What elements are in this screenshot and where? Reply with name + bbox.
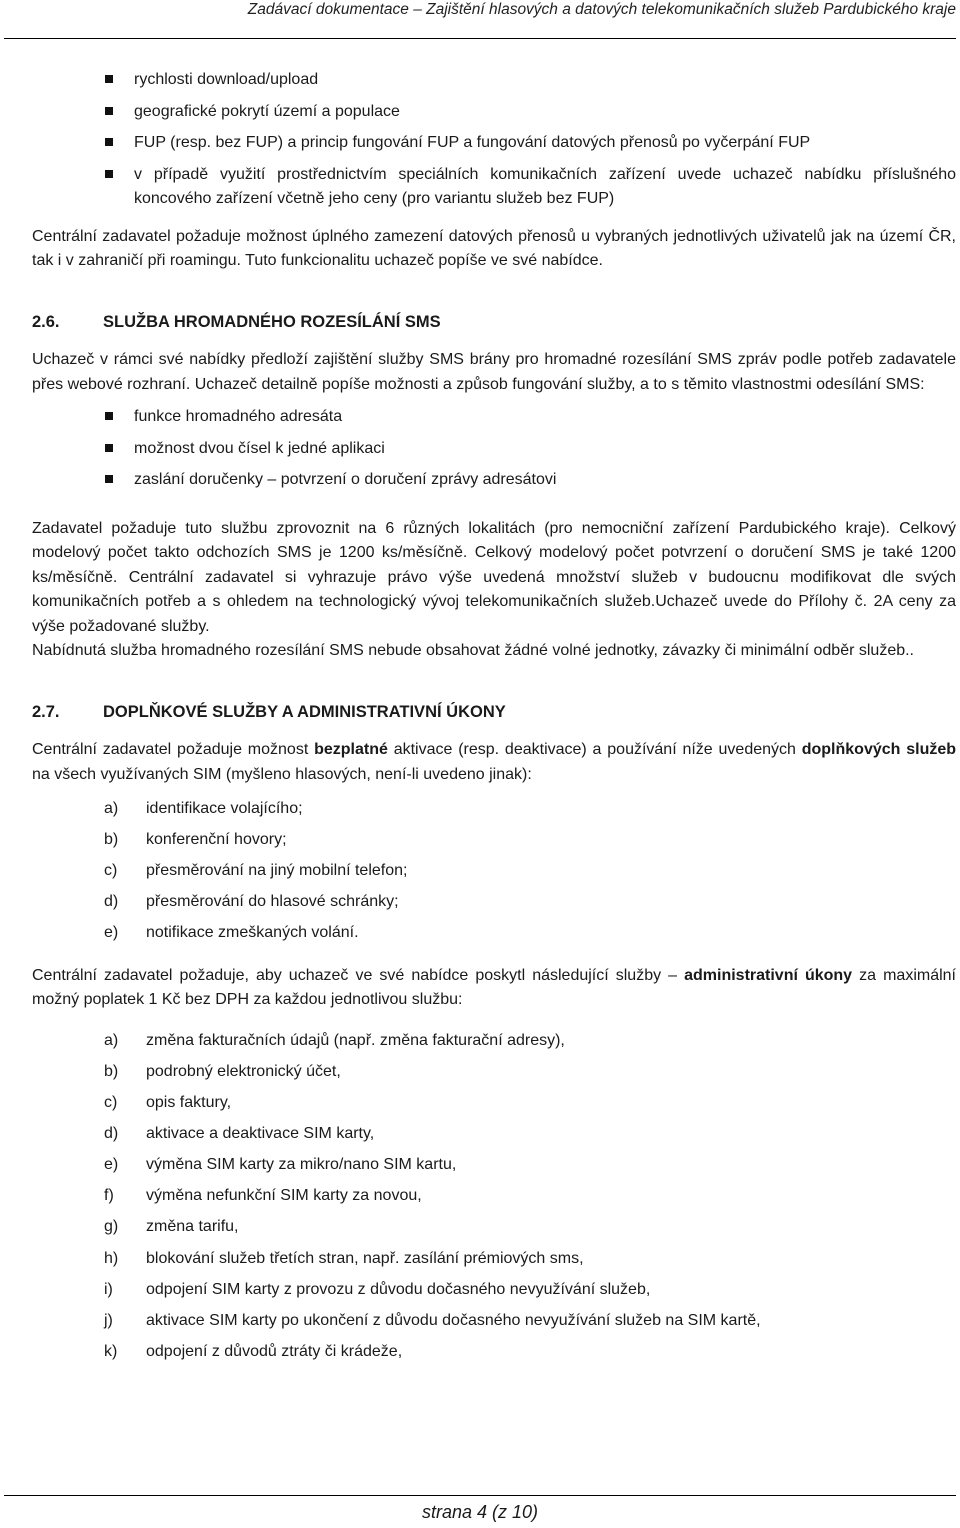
page-footer [4, 1495, 956, 1523]
section-2-6-heading [32, 310, 956, 335]
sms-feature-list [32, 405, 956, 493]
page-header [0, 0, 960, 40]
page-content [32, 68, 956, 1371]
list-item: a) identifikace volajícího; [104, 800, 303, 817]
top-bullet-list [32, 68, 956, 212]
list-item: j) aktivace SIM karty po ukončení z důvodu dočasného nevyužívání služeb na SIM kartě, [104, 1311, 761, 1329]
square-bullet-icon [105, 475, 113, 483]
list-item: c) opis faktury, [104, 1094, 232, 1112]
additional-services-list [32, 797, 956, 946]
square-bullet-icon [105, 170, 113, 178]
section-title: SLUŽBA HROMADNÉHO ROZESÍLÁNÍ SMS [103, 312, 441, 331]
square-bullet-icon [105, 75, 113, 83]
footer-rule [4, 1495, 956, 1496]
list-item: i) odpojení SIM karty z provozu z důvodu dočasného nevyužívání služeb, [104, 1280, 651, 1298]
list-item: možnost dvou čísel k jedné aplikaci [32, 437, 956, 462]
section-number: 2.7. [32, 702, 60, 721]
square-bullet-icon [105, 444, 113, 452]
header-rule [4, 38, 956, 39]
square-bullet-icon [105, 412, 113, 420]
list-item: FUP (resp. bez FUP) a princip fungování FUP a fungování datových přenosů po vyčerpání FUP [32, 131, 956, 156]
list-item: g) změna tarifu, [104, 1218, 239, 1236]
list-item: e) notifikace zmeškaných volání. [104, 924, 359, 942]
sms-intro-paragraph: Uchazeč v rámci své nabídky předloží zajištění služby SMS brány pro hromadné rozesílání SMS zpráv podle potřeb zadavatele přes webové rozhraní. Uchazeč detailně popíše možnosti a způsob fungování služby, a to s těmito vlastnostmi odesílání SMS: [32, 351, 956, 393]
section-title: DOPLŇKOVÉ SLUŽBY A ADMINISTRATIVNÍ ÚKONY [103, 702, 506, 721]
list-item: h) blokování služeb třetích stran, např. zasílání prémiových sms, [104, 1249, 584, 1267]
admin-tasks-intro: Centrální zadavatel požaduje, aby uchazeč ve své nabídce poskytl následující služby – administrativní úkony za maximální možný poplatek 1 Kč bez DPH za každou jednotlivou službu: [32, 966, 957, 1009]
list-item: zaslání doručenky – potvrzení o doručení zprávy adresátovi [32, 468, 956, 493]
list-item: f) výměna nefunkční SIM karty za novou, [104, 1187, 422, 1205]
header-title: Zadávací dokumentace – Zajištění hlasových a datových telekomunikačních služeb Pardubického kraje [247, 1, 956, 18]
sms-no-commitment-paragraph: Nabídnutá služba hromadného rozesílání SMS nebude obsahovat žádné volné jednotky, závazky či minimální odběr služeb.. [32, 642, 914, 659]
list-item: v případě využití prostřednictvím speciálních komunikačních zařízení uvede uchazeč nabídku příslušného koncového zařízení včetně jeho ceny (pro variantu služeb bez FUP) [32, 163, 956, 212]
additional-services-intro: Centrální zadavatel požaduje možnost bezplatné aktivace (resp. deaktivace) a používání níže uvedených doplňkových služeb na všech využívaných SIM (myšleno hlasových, není-li uvedeno jinak): [32, 741, 957, 783]
roaming-paragraph: Centrální zadavatel požaduje možnost úplného zamezení datových přenosů u vybraných jednotlivých uživatelů jak na území ČR, tak i v zahraničí při roamingu. Tuto funkcionalitu uchazeč popíše ve své nabídce. [32, 227, 956, 269]
section-2-7-heading [32, 700, 956, 725]
list-item: e) výměna SIM karty za mikro/nano SIM kartu, [104, 1156, 457, 1174]
square-bullet-icon [105, 107, 113, 115]
list-item: b) konferenční hovory; [104, 831, 287, 849]
sms-requirements-paragraph: Zadavatel požaduje tuto službu zprovoznit na 6 různých lokalitách (pro nemocniční zařízení Pardubického kraje). Celkový modelový počet takto odchozích SMS je 1200 ks/měsíčně. Celkový modelový počet potvrzení o doručení SMS je také 1200 ks/měsíčně. Centrální zadavatel si vyhrazuje právo výše uvedená množství služeb v budoucnu modifikovat dle svých komunikačních potřeb a s ohledem na technologický vývoj telekomunikačních služeb.Uchazeč uvede do Přílohy č. 2A ceny za výše požadované služby. [32, 519, 956, 635]
square-bullet-icon [105, 138, 113, 146]
admin-tasks-list [32, 1029, 956, 1364]
list-item: a) změna fakturačních údajů (např. změna fakturační adresy), [104, 1031, 565, 1049]
section-number: 2.6. [32, 312, 60, 331]
list-item: d) přesměrování do hlasové schránky; [104, 893, 399, 911]
list-item: funkce hromadného adresáta [32, 405, 956, 430]
list-item: c) přesměrování na jiný mobilní telefon; [104, 862, 408, 880]
list-item: k) odpojení z důvodů ztráty či krádeže, [104, 1342, 403, 1360]
list-item: geografické pokrytí území a populace [32, 100, 956, 125]
page-number: strana 4 (z 10) [421, 1502, 539, 1522]
list-item: b) podrobný elektronický účet, [104, 1062, 341, 1080]
list-item: d) aktivace a deaktivace SIM karty, [104, 1125, 375, 1143]
list-item: rychlosti download/upload [32, 68, 956, 93]
